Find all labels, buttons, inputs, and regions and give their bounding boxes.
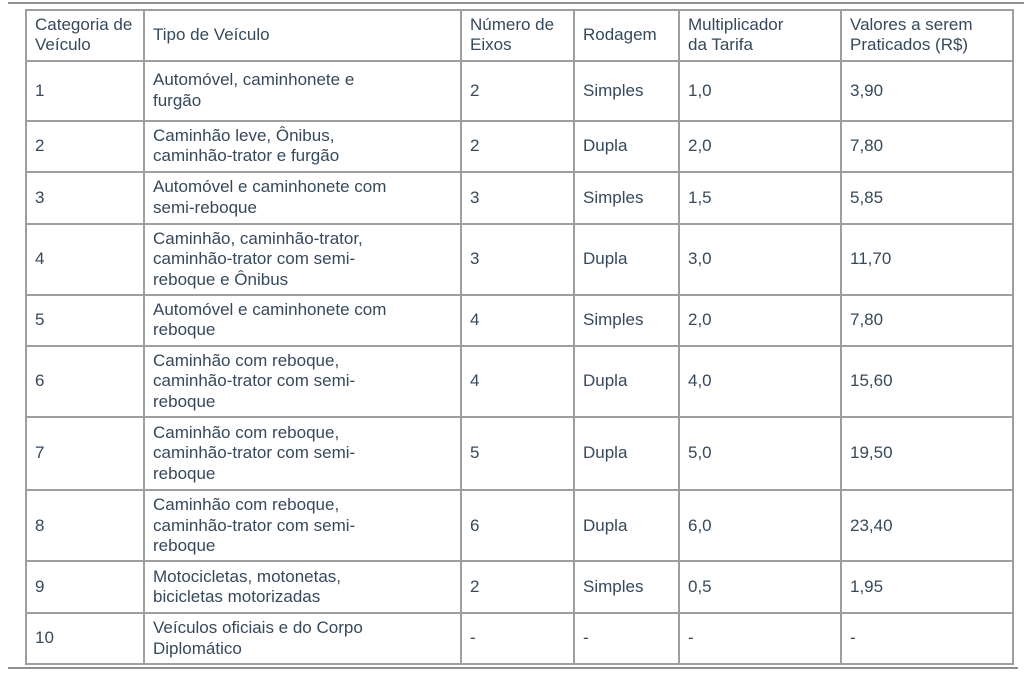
cell-axles: 2 <box>461 561 574 613</box>
cell-rodagem: - <box>574 613 679 664</box>
cell-multiplier: 5,0 <box>679 417 841 490</box>
cell-value: 15,60 <box>841 346 1013 417</box>
cell-rodagem: Dupla <box>574 121 679 172</box>
cell-type <box>144 417 461 490</box>
cell-multiplier: 0,5 <box>679 561 841 613</box>
cell-type <box>144 172 461 224</box>
table-row <box>26 121 1013 172</box>
cell-multiplier: 1,5 <box>679 172 841 224</box>
cell-type <box>144 61 461 121</box>
cell-type-text: Automóvel, caminhonete e furgão <box>153 70 355 110</box>
table-row <box>26 561 1013 613</box>
cell-category: 4 <box>26 224 144 295</box>
cell-rodagem: Dupla <box>574 346 679 417</box>
cell-axles: 3 <box>461 224 574 295</box>
table-row <box>26 61 1013 121</box>
bottom-rule-divider <box>8 667 1018 669</box>
header-tipo-veiculo: Tipo de Veículo <box>144 10 461 61</box>
cell-category: 9 <box>26 561 144 613</box>
cell-category: 2 <box>26 121 144 172</box>
cell-type <box>144 490 461 561</box>
header-multiplicador-tarifa <box>679 10 841 61</box>
cell-type <box>144 224 461 295</box>
cell-rodagem: Dupla <box>574 224 679 295</box>
cell-rodagem: Simples <box>574 172 679 224</box>
cell-category: 8 <box>26 490 144 561</box>
cell-category: 10 <box>26 613 144 664</box>
cell-value: 7,80 <box>841 295 1013 346</box>
cell-value: - <box>841 613 1013 664</box>
cell-type <box>144 121 461 172</box>
cell-type <box>144 346 461 417</box>
cell-type-text: Caminhão com reboque, caminhão-trator com semi-reboque <box>153 350 356 411</box>
cell-type <box>144 613 461 664</box>
cell-category: 5 <box>26 295 144 346</box>
cell-multiplier: 1,0 <box>679 61 841 121</box>
cell-axles: 6 <box>461 490 574 561</box>
cell-type <box>144 295 461 346</box>
cell-category: 6 <box>26 346 144 417</box>
header-valores-praticados: Valores a serem Praticados (R$) <box>841 10 1013 61</box>
cell-type-text: Automóvel e caminhonete com semi-reboque <box>153 177 387 217</box>
cell-value: 1,95 <box>841 561 1013 613</box>
cell-rodagem: Dupla <box>574 417 679 490</box>
table-row <box>26 417 1013 490</box>
cell-rodagem: Dupla <box>574 490 679 561</box>
cell-type-text: Motocicletas, motonetas, bicicletas motorizadas <box>153 566 342 607</box>
cell-value: 23,40 <box>841 490 1013 561</box>
cell-rodagem: Simples <box>574 561 679 613</box>
cell-type-text: Caminhão leve, Ônibus, caminhão-trator e furgão <box>153 125 340 166</box>
cell-axles: 3 <box>461 172 574 224</box>
header-multiplicador-tarifa-text: Multiplicador da Tarifa <box>688 15 784 55</box>
cell-type-text: Veículos oficiais e do Corpo Diplomático <box>153 618 363 658</box>
header-numero-eixos: Número de Eixos <box>461 10 574 61</box>
cell-value: 19,50 <box>841 417 1013 490</box>
cell-multiplier: - <box>679 613 841 664</box>
cell-axles: 5 <box>461 417 574 490</box>
cell-axles: - <box>461 613 574 664</box>
cell-axles: 4 <box>461 295 574 346</box>
cell-axles: 4 <box>461 346 574 417</box>
cell-type-text: Automóvel e caminhonete com reboque <box>153 300 387 340</box>
table-row <box>26 172 1013 224</box>
table-row <box>26 346 1013 417</box>
cell-rodagem: Simples <box>574 61 679 121</box>
cell-type-text: Caminhão com reboque, caminhão-trator com semi-reboque <box>153 495 356 555</box>
header-rodagem: Rodagem <box>574 10 679 61</box>
cell-axles: 2 <box>461 121 574 172</box>
cell-category: 3 <box>26 172 144 224</box>
cell-multiplier: 3,0 <box>679 224 841 295</box>
cell-multiplier: 4,0 <box>679 346 841 417</box>
toll-tariff-table <box>25 9 1014 665</box>
header-categoria-veiculo: Categoria de Veículo <box>26 10 144 61</box>
cell-value: 5,85 <box>841 172 1013 224</box>
cell-multiplier: 2,0 <box>679 121 841 172</box>
cell-axles: 2 <box>461 61 574 121</box>
table-row <box>26 490 1013 561</box>
cell-category: 7 <box>26 417 144 490</box>
top-rule-divider <box>8 2 1024 4</box>
cell-type <box>144 561 461 613</box>
cell-value: 11,70 <box>841 224 1013 295</box>
table-header-row <box>26 10 1013 61</box>
cell-rodagem: Simples <box>574 295 679 346</box>
cell-value: 7,80 <box>841 121 1013 172</box>
table-row <box>26 613 1013 664</box>
cell-value: 3,90 <box>841 61 1013 121</box>
table-row <box>26 224 1013 295</box>
cell-category: 1 <box>26 61 144 121</box>
table-row <box>26 295 1013 346</box>
cell-multiplier: 6,0 <box>679 490 841 561</box>
cell-type-text: Caminhão com reboque, caminhão-trator com semi-reboque <box>153 423 356 483</box>
cell-type-text: Caminhão, caminhão-trator, caminhão-trator com semi-reboque e Ônibus <box>153 228 363 289</box>
cell-multiplier: 2,0 <box>679 295 841 346</box>
